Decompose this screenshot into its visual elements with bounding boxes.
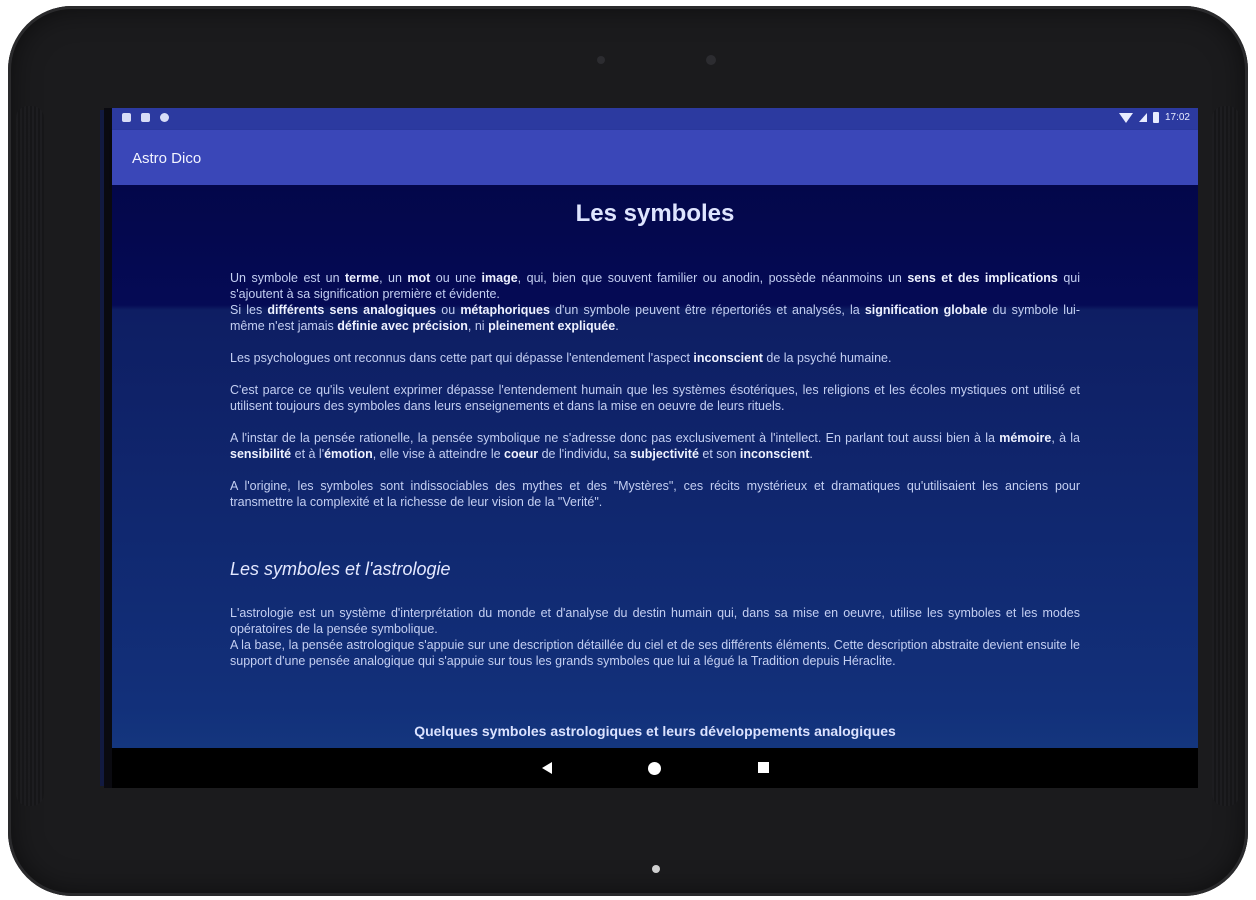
astrology-paragraph: L'astrologie est un système d'interprétation du monde et d'analyse du destin humain qui, dans sa mise en oeuvre, utilise les symboles et les modes opératoires de la pensée symbolique. A la base, la pensée astrologique s'appuie sur une description détaillée du ciel et de ses différents éléments. Cette description abstraite devient ensuite le support d'une pensée analogique qui s'appuie sur tous les grands symboles que lui a légué la Tradition depuis Héraclite.	[230, 606, 1080, 668]
tablet-grip-left	[16, 106, 44, 806]
home-icon[interactable]	[648, 762, 661, 775]
tablet-home-indicator	[652, 865, 660, 873]
intro-paragraph: Un symbole est un terme, un mot ou une image, qui, bien que souvent familier ou anodin, possède néanmoins un sens et des implications qui s'ajoutent à sa signification première et évidente. Si les différents sens analogiques ou métaphoriques d'un symbole peuvent être répertoriés et analysés, la signification globale du symbole lui-même n'est jamais définie avec précision, ni pleinement expliquée.	[230, 271, 1081, 333]
navigation-bar	[112, 748, 1198, 788]
recents-icon[interactable]	[758, 762, 769, 773]
signal-icon	[1139, 113, 1147, 122]
sd-card-icon	[141, 113, 150, 122]
sync-icon	[160, 113, 169, 122]
wifi-icon	[1119, 113, 1133, 123]
notification-icon	[122, 113, 131, 122]
status-clock: 17:02	[1164, 112, 1190, 123]
back-icon[interactable]	[542, 762, 552, 774]
app-bar	[112, 130, 1198, 185]
page-title: Les symboles	[575, 200, 735, 227]
status-bar	[112, 108, 1198, 130]
sensor-dot	[597, 56, 605, 64]
intro-paragraph: A l'origine, les symboles sont indissociables des mythes et des "Mystères", ces récits mystérieux et dramatiques qu'utilisaient les anciens pour transmettre la complexité et la richesse de leur vision de la "Verité".	[230, 479, 1080, 509]
intro-text	[230, 270, 1080, 526]
device-screen	[104, 108, 1198, 788]
intro-paragraph: A l'instar de la pensée rationelle, la pensée symbolique ne s'adresse donc pas exclusivement à l'intellect. En parlant tout aussi bien à la mémoire, à la sensibilité et à l'émotion, elle vise à atteindre le coeur de l'individu, sa subjectivité et son inconscient.	[230, 431, 1080, 461]
intro-paragraph: C'est parce ce qu'ils veulent exprimer dépasse l'entendement humain que les systèmes ésotériques, les religions et les écoles mystiques ont utilisé et utilisent toujours des symboles dans leurs enseignements et dans la mise en oeuvre de leurs rituels.	[230, 383, 1080, 413]
app-title: Astro Dico	[132, 150, 202, 167]
intro-paragraph: Les psychologues ont reconnus dans cette part qui dépasse l'entendement l'aspect inconscient de la psyché humaine.	[230, 351, 892, 365]
front-camera	[706, 55, 716, 65]
astrology-text	[230, 605, 1080, 669]
tablet-grip-right	[1212, 106, 1240, 806]
section-heading: Les symboles et l'astrologie	[230, 559, 451, 579]
battery-icon	[1153, 112, 1159, 123]
symbols-link[interactable]: Quelques symboles astrologiques et leurs développements analogiques	[414, 723, 896, 739]
article-content[interactable]	[112, 185, 1198, 748]
